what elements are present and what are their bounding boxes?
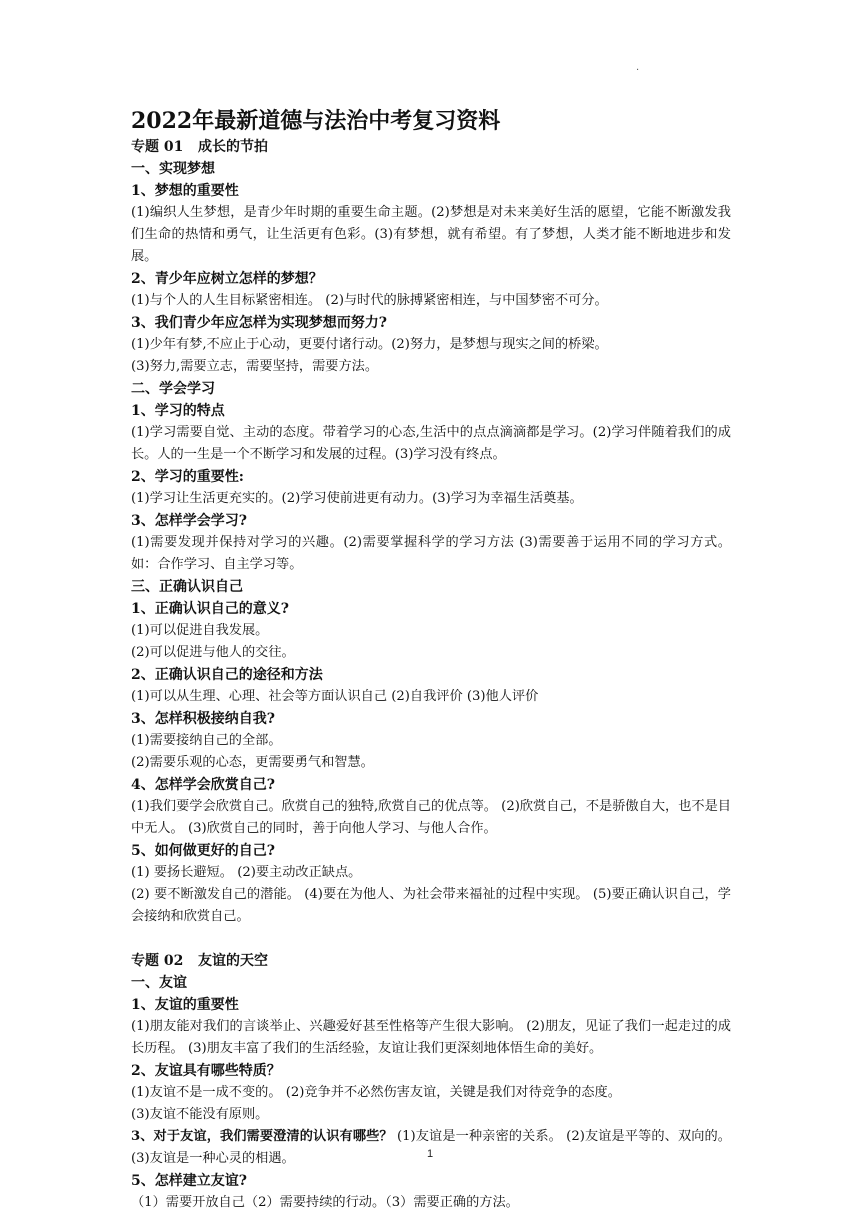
answer-paragraph: (1)可以从生理、心理、社会等方面认识自己 (2)自我评价 (3)他人评价 — [131, 689, 539, 704]
section-heading: 一、实现梦想 — [131, 161, 215, 177]
section-heading: 二、学会学习 — [131, 381, 215, 397]
answer-paragraph: (1)可以促进自我发展。 — [131, 623, 269, 638]
paragraph-gap — [131, 928, 731, 950]
question-heading: 1、学习的特点 — [131, 403, 225, 419]
answer-paragraph: (1)我们要学会欣赏自己。欣赏自己的独特,欣赏自己的优点等。 (2)欣赏自己，不是骄傲自大，也不是目中无人。 (3)欣赏自己的同时，善于向他人学习、与他人合作。 — [131, 799, 731, 836]
answer-paragraph: (1)少年有梦,不应止于心动，更要付诸行动。(2)努力，是梦想与现实之间的桥梁。 — [131, 337, 608, 352]
question-heading: 3、怎样学会学习? — [131, 513, 247, 529]
answer-text: (1)友谊是一种亲密的关系。 (2)友谊是平等的、双向的。 (3)友谊是一种心灵的相遇。 — [131, 1129, 731, 1166]
answer-paragraph: (1)需要接纳自己的全部。 — [131, 733, 282, 748]
answer-paragraph: (1)与个人的人生目标紧密相连。 (2)与时代的脉搏紧密相连，与中国梦密不可分。 — [131, 293, 608, 308]
question-heading: 2、正确认识自己的途径和方法 — [131, 667, 323, 683]
answer-paragraph: (1) 要扬长避短。 (2)要主动改正缺点。 — [131, 865, 362, 880]
answer-paragraph: （1）需要开放自己（2）需要持续的行动。（3）需要正确的方法。 — [131, 1195, 519, 1210]
question-heading: 2、学习的重要性: — [131, 469, 244, 485]
page-number: 1 — [426, 1148, 434, 1160]
question-heading: 1、友谊的重要性 — [131, 997, 239, 1013]
question-heading: 5、怎样建立友谊? — [131, 1173, 247, 1189]
question-heading: 2、青少年应树立怎样的梦想？ — [131, 271, 323, 287]
question-heading: 5、如何做更好的自己? — [131, 843, 275, 859]
answer-paragraph: (1)编织人生梦想，是青少年时期的重要生命主题。(2)梦想是对未来美好生活的愿望，它能不断激发我们生命的热情和勇气，让生活更有色彩。(3)有梦想，就有希望。有了梦想，人类才能不断地进步和发展。 — [131, 205, 731, 264]
question-heading: 3、对于友谊，我们需要澄清的认识有哪些？ — [131, 1129, 393, 1144]
question-heading: 2、友谊具有哪些特质？ — [131, 1063, 281, 1079]
topic-heading-02: 专题 02 友谊的天空 — [131, 953, 268, 969]
answer-paragraph: (1)学习需要自觉、主动的态度。带着学习的心态,生活中的点点滴滴都是学习。(2)学习伴随着我们的成长。人的一生是一个不断学习和发展的过程。(3)学习没有终点。 — [131, 425, 731, 462]
answer-paragraph: (3)友谊不能没有原则。 — [131, 1107, 269, 1122]
document-body — [131, 106, 731, 1214]
question-heading: 1、正确认识自己的意义? — [131, 601, 289, 617]
document-title: 2022年最新道德与法治中考复习资料 — [131, 108, 501, 134]
answer-paragraph: (2) 要不断激发自己的潜能。 (4)要在为他人、为社会带来福祉的过程中实现。 (5)要正确认识自己，学会接纳和欣赏自己。 — [131, 887, 731, 924]
answer-paragraph: (3)努力,需要立志，需要坚持，需要方法。 — [131, 359, 379, 374]
section-heading: 三、正确认识自己 — [131, 579, 243, 595]
question-heading: 3、我们青少年应怎样为实现梦想而努力? — [131, 315, 387, 331]
section-heading: 一、友谊 — [131, 975, 187, 991]
question-heading: 1、梦想的重要性 — [131, 183, 239, 199]
question-heading: 4、怎样学会欣赏自己? — [131, 777, 275, 793]
header-dot: . — [636, 62, 640, 73]
answer-paragraph: (1)朋友能对我们的言谈举止、兴趣爱好甚至性格等产生很大影响。 (2)朋友，见证了我们一起走过的成长历程。 (3)朋友丰富了我们的生活经验，友谊让我们更深刻地体悟生命的美好。 — [131, 1019, 731, 1056]
topic-heading-01: 专题 01 成长的节拍 — [131, 139, 268, 155]
answer-paragraph: (1)学习让生活更充实的。(2)学习使前进更有动力。(3)学习为幸福生活奠基。 — [131, 491, 583, 506]
answer-paragraph: (1)友谊不是一成不变的。 (2)竞争并不必然伤害友谊，关键是我们对待竞争的态度。 — [131, 1085, 621, 1100]
answer-paragraph: (1)需要发现并保持对学习的兴趣。(2)需要掌握科学的学习方法 (3)需要善于运用不同的学习方式。如：合作学习、自主学习等。 — [131, 535, 731, 572]
question-heading: 3、怎样积极接纳自我? — [131, 711, 275, 727]
answer-paragraph: (2)需要乐观的心态，更需要勇气和智慧。 — [131, 755, 374, 770]
answer-paragraph: (2)可以促进与他人的交往。 — [131, 645, 295, 660]
